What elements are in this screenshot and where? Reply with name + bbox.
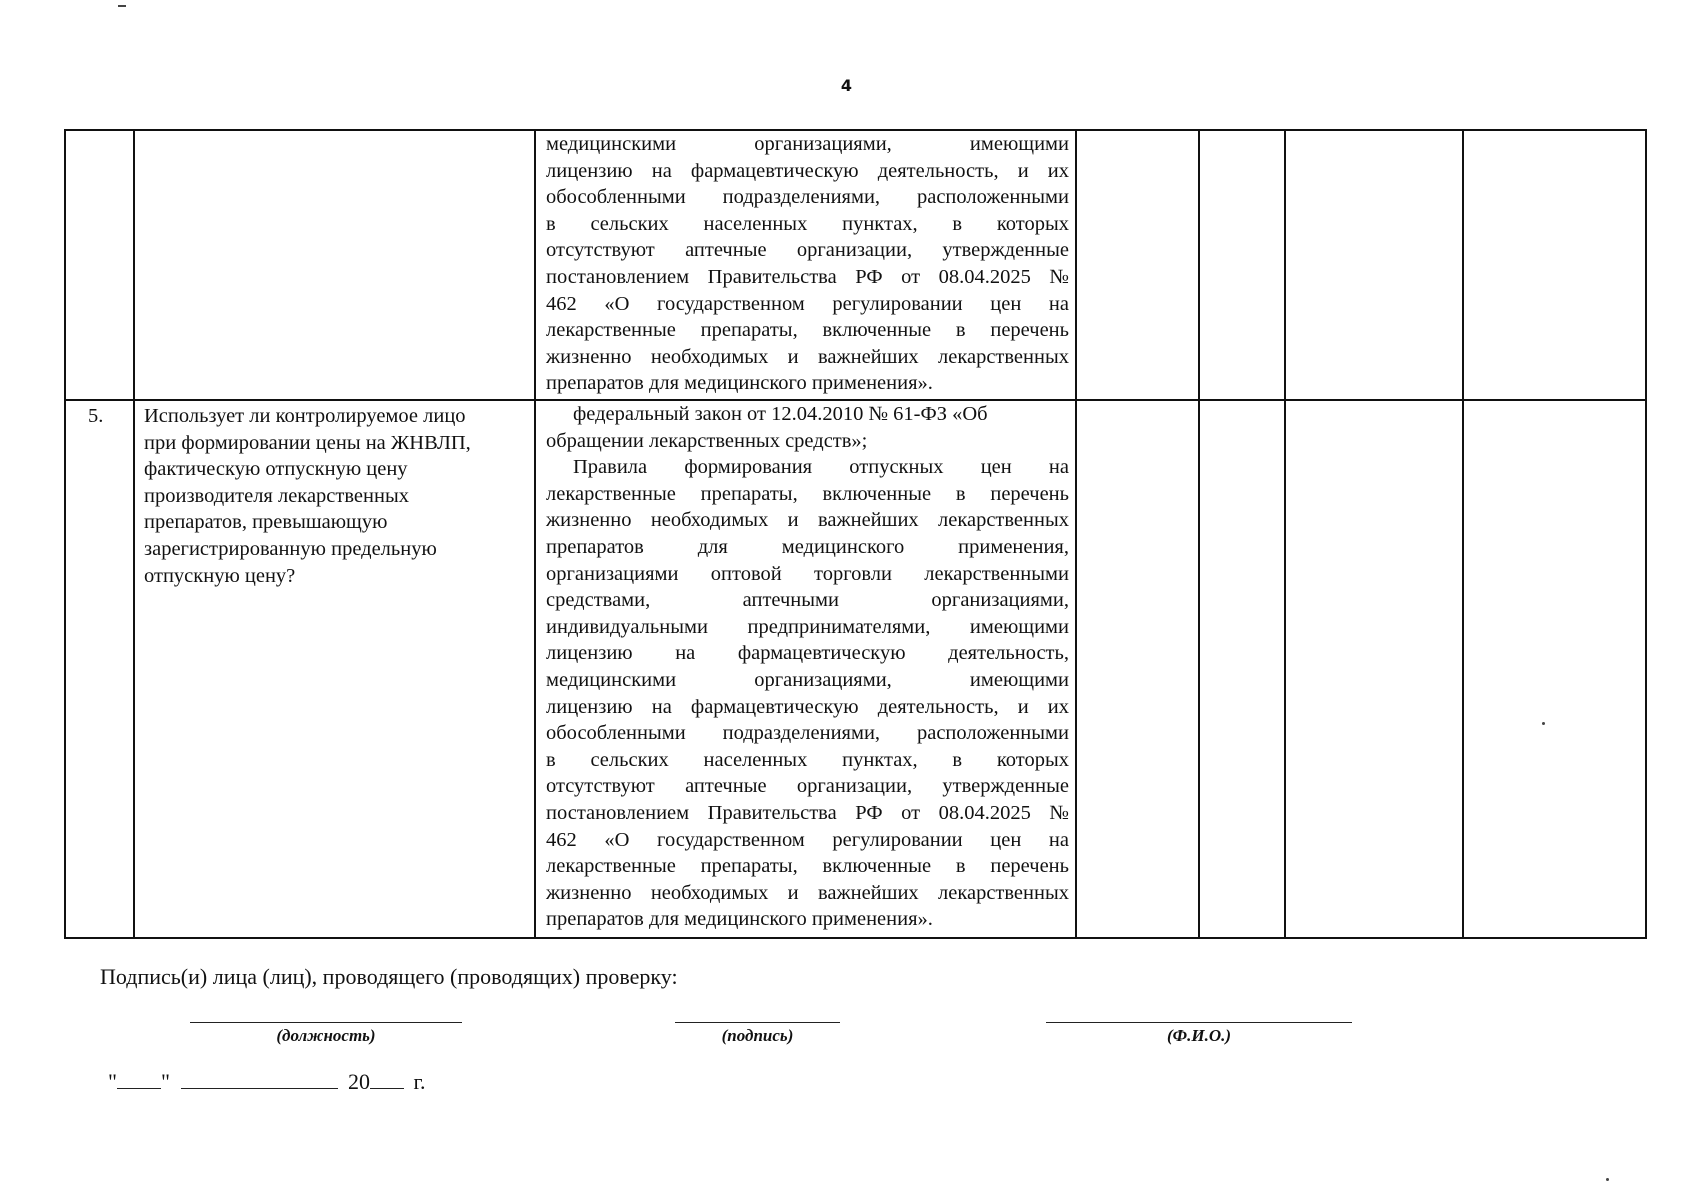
date-line [108, 1069, 426, 1095]
cell-empty [1076, 130, 1199, 400]
cell-empty [1076, 400, 1199, 938]
refs-line: в сельских населенных пунктах, в которых [546, 212, 1069, 235]
refs-line: обособленными подразделениями, расположенными [546, 186, 1069, 209]
position-line [190, 1022, 462, 1023]
date-open-quote: " [108, 1069, 117, 1094]
rules-line: препаратов для медицинского применения, [546, 535, 1069, 558]
table-row-continued [65, 130, 1646, 400]
law-line: федеральный закон от 12.04.2010 № 61-ФЗ «Об [573, 403, 988, 425]
rules-line: лицензию на фармацевтическую деятельность, [546, 642, 1069, 665]
cell-legal-references [535, 130, 1076, 400]
rules-line: организациями оптовой торговли лекарственными [546, 562, 1069, 585]
cell-empty [1285, 130, 1463, 400]
cell-legal-references [535, 400, 1076, 938]
question-line: препаратов, превышающую [144, 511, 388, 534]
cell-number: 5. [65, 400, 134, 938]
refs-line: медицинскими организациями, имеющими [546, 133, 1069, 155]
refs-line: лекарственные препараты, включенные в перечень [546, 319, 1069, 342]
name-signature-block [1046, 1022, 1352, 1046]
cell-question [134, 400, 535, 938]
signature-label: (подпись) [721, 1026, 794, 1045]
cell-empty [1199, 130, 1285, 400]
question-line: зарегистрированную предельную [144, 537, 437, 560]
year-suffix: г. [413, 1069, 426, 1094]
question-line: при формировании цены на ЖНВЛП, [144, 431, 471, 454]
rules-line: обособленными подразделениями, расположенными [546, 722, 1069, 745]
rules-line: медицинскими организациями, имеющими [546, 668, 1069, 691]
cell-empty [1285, 400, 1463, 938]
checklist-table [64, 129, 1647, 939]
question-line: производителя лекарственных [144, 484, 409, 507]
refs-line: отсутствуют аптечные организации, утвержденные [546, 239, 1069, 262]
rules-line: жизненно необходимых и важнейших лекарственных [546, 509, 1069, 532]
refs-line: лицензию на фармацевтическую деятельность, и их [546, 159, 1069, 182]
question-line: Использует ли контролируемое лицо [144, 405, 466, 427]
question-line: фактическую отпускную цену [144, 458, 408, 481]
signature-caption: Подпись(и) лица (лиц), проводящего (проводящих) проверку: [100, 964, 678, 989]
refs-line: жизненно необходимых и важнейших лекарственных [546, 345, 1069, 368]
rules-line: постановлением Правительства РФ от 08.04.2025 № [546, 801, 1069, 824]
scan-speck [1542, 722, 1545, 725]
cell-number [65, 130, 134, 400]
rules-line: в сельских населенных пунктах, в которых [546, 748, 1069, 771]
rules-line: лицензию на фармацевтическую деятельность, и их [546, 695, 1069, 718]
page-number: 4 [840, 76, 853, 95]
rules-line: средствами, аптечными организациями, [546, 589, 1069, 612]
name-label: (Ф.И.О.) [1166, 1026, 1232, 1045]
table-row-5 [65, 400, 1646, 938]
rules-line: отсутствуют аптечные организации, утвержденные [546, 775, 1069, 798]
scan-speck [118, 5, 126, 7]
rules-line: лекарственные препараты, включенные в перечень [546, 855, 1069, 878]
scan-speck [1606, 1178, 1609, 1181]
law-line: обращении лекарственных средств»; [546, 429, 868, 452]
rules-line: лекарственные препараты, включенные в перечень [546, 482, 1069, 505]
rules-line: препаратов для медицинского применения». [546, 908, 933, 931]
question-line: отпускную цену? [144, 564, 296, 587]
year-blank [370, 1074, 404, 1089]
position-signature-block [190, 1022, 462, 1046]
name-line [1046, 1022, 1352, 1023]
rules-line: жизненно необходимых и важнейших лекарственных [546, 881, 1069, 904]
personal-signature-block [675, 1022, 840, 1046]
rules-line: Правила формирования отпускных цен на [573, 456, 1069, 479]
year-prefix: 20 [347, 1069, 370, 1094]
date-close-quote: " [160, 1069, 170, 1094]
cell-question [134, 130, 535, 400]
signature-line [675, 1022, 840, 1023]
cell-empty [1463, 130, 1646, 400]
rules-line: 462 «О государственном регулировании цен на [546, 828, 1069, 851]
day-blank [117, 1074, 161, 1089]
refs-line: 462 «О государственном регулировании цен на [546, 292, 1069, 315]
position-label: (должность) [276, 1026, 376, 1045]
cell-empty [1199, 400, 1285, 938]
refs-line: препаратов для медицинского применения». [546, 372, 933, 395]
cell-empty [1463, 400, 1646, 938]
refs-line: постановлением Правительства РФ от 08.04.2025 № [546, 265, 1069, 288]
rules-line: индивидуальными предпринимателями, имеющими [546, 615, 1069, 638]
month-blank [181, 1074, 338, 1089]
